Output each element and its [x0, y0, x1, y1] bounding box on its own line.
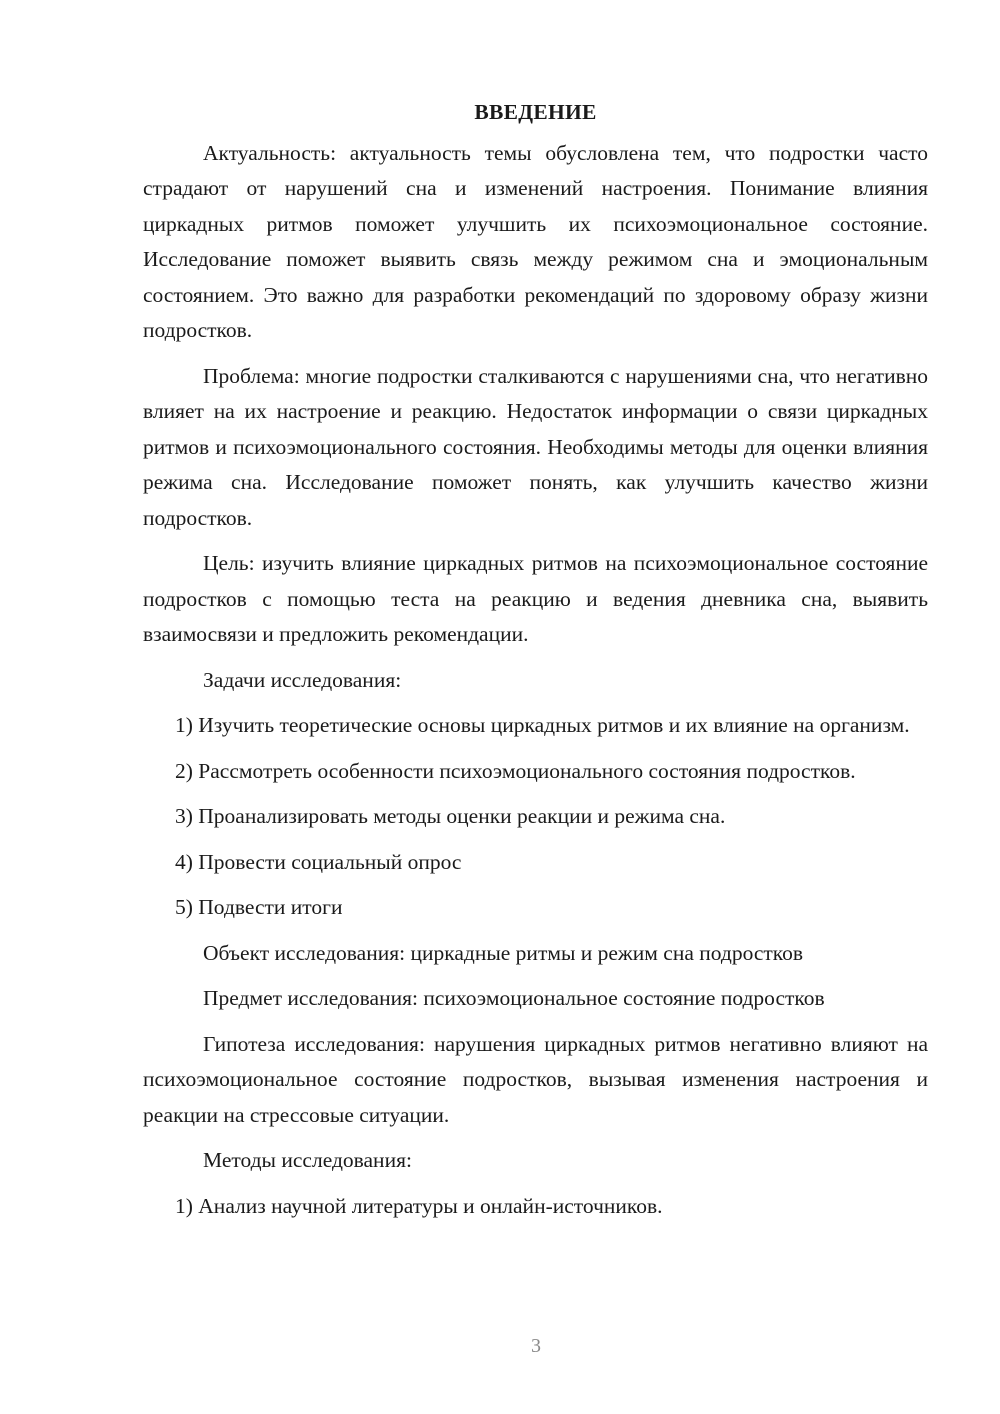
- research-object: Объект исследования: циркадные ритмы и режим сна подростков: [203, 940, 804, 965]
- method-item-1: 1) Анализ научной литературы и онлайн-источников.: [175, 1193, 663, 1218]
- page-content: [143, 95, 928, 1234]
- task-item-1: 1) Изучить теоретические основы циркадных ритмов и их влияние на организм.: [175, 713, 910, 737]
- task-item-5: 5) Подвести итоги: [175, 895, 343, 919]
- page-title: ВВЕДЕНИЕ: [474, 100, 597, 124]
- hypothesis-paragraph: Гипотеза исследования: нарушения циркадных ритмов негативно влияют на психоэмоциональное состояние подростков, вызывая изменения настроения и реакции на стрессовые ситуации.: [143, 1031, 928, 1127]
- relevance-paragraph: Актуальность: актуальность темы обусловлена тем, что подростки часто страдают от нарушений сна и изменений настроения. Понимание влияния циркадных ритмов поможет улучшить их психоэмоциональное состояние. Исследование поможет выявить связь между режимом сна и эмоциональным состоянием. Это важно для разработки рекомендаций по здоровому образу жизни подростков.: [143, 140, 928, 342]
- tasks-heading: Задачи исследования:: [203, 667, 402, 692]
- task-item-3: 3) Проанализировать методы оценки реакции и режима сна.: [175, 804, 726, 828]
- goal-paragraph: Цель: изучить влияние циркадных ритмов на психоэмоциональное состояние подростков с помощью теста на реакцию и ведения дневника сна, выявить взаимосвязи и предложить рекомендации.: [143, 551, 928, 646]
- problem-paragraph: Проблема: многие подростки сталкиваются с нарушениями сна, что негативно влияет на их настроение и реакцию. Недостаток информации о связи циркадных ритмов и психоэмоционального состояния. Необходимы методы для оценки влияния режима сна. Исследование поможет понять, как улучшить качество жизни подростков.: [143, 363, 928, 530]
- research-subject: Предмет исследования: психоэмоциональное состояние подростков: [203, 986, 825, 1010]
- task-item-4: 4) Провести социальный опрос: [175, 849, 462, 874]
- task-item-2: 2) Рассмотреть особенности психоэмоционального состояния подростков.: [175, 758, 856, 783]
- methods-heading: Методы исследования:: [203, 1148, 412, 1172]
- page-number: 3: [531, 1335, 541, 1357]
